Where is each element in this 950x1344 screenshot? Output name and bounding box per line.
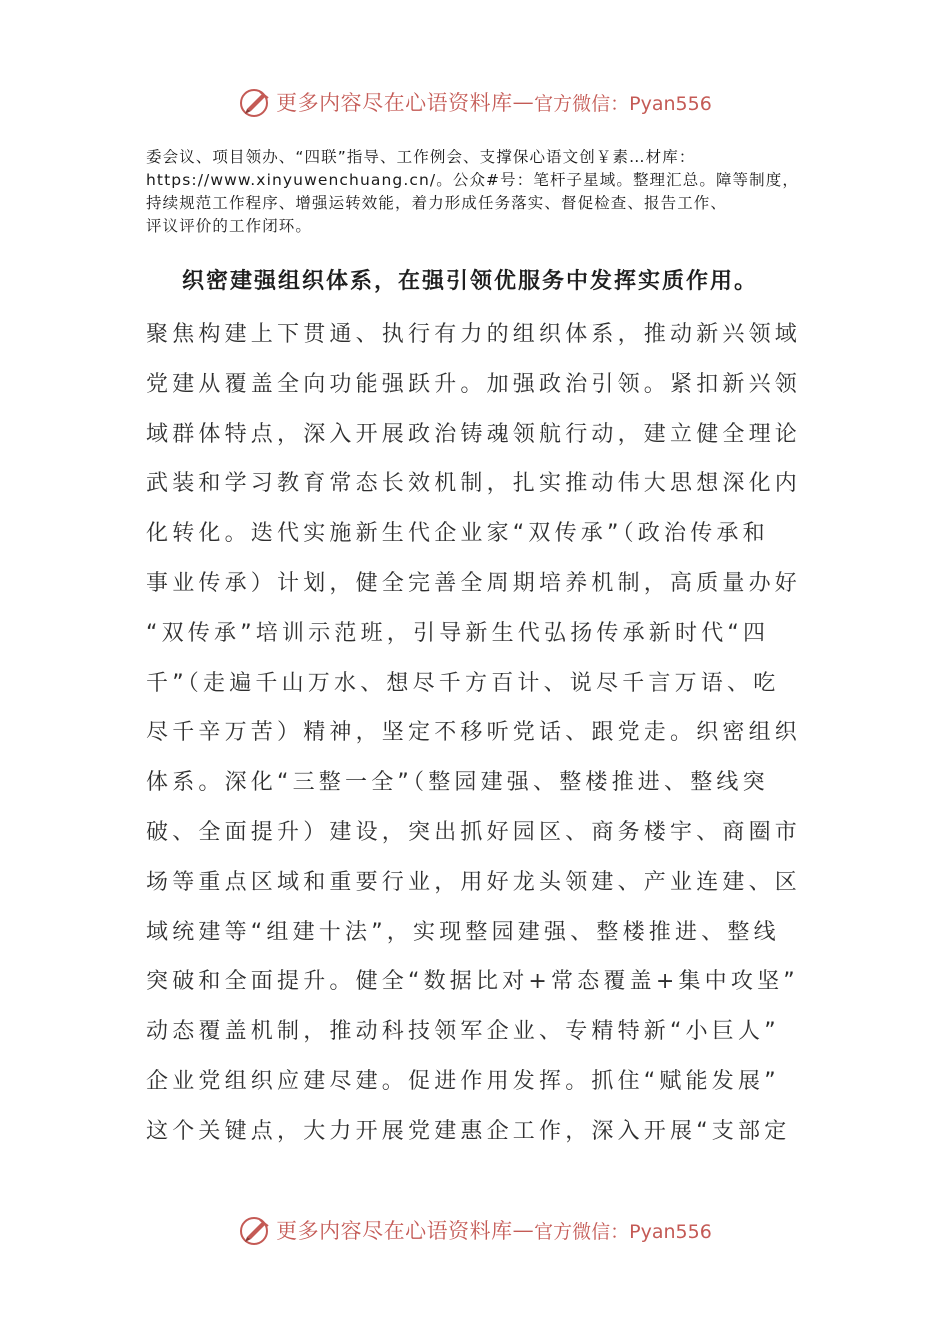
body-line: 党建从覆盖全向功能强跃升。加强政治引领。紧扣新兴领 — [146, 371, 802, 397]
body-line: 化转化。迭代实施新生代企业家“双传承”（政治传承和 — [146, 521, 769, 547]
body-line: 场等重点区域和重要行业，用好龙头领建、产业连建、区 — [146, 869, 802, 895]
body-line: 聚焦构建上下贯通、执行有力的组织体系，推动新兴领域 — [146, 322, 802, 347]
body-line: 域群体特点，深入开展政治铸魂领航行动，建立健全理论 — [146, 421, 802, 447]
body-line: 破、全面提升）建设，突出抓好园区、商务楼宇、商圈市 — [146, 819, 802, 845]
banner-separator: — — [512, 1218, 535, 1242]
body-line: 这个关键点，大力开展党建惠企工作，深入开展“支部定 — [146, 1118, 791, 1144]
body-line: 千”（走遍千山万水、想尽千方百计、说尽千言万语、吃 — [146, 670, 780, 696]
body-line: 企业党组织应建尽建。促进作用发挥。抓住“赋能发展” — [146, 1068, 780, 1094]
preceding-paragraph — [146, 146, 826, 238]
body-line: 事业传承）计划，健全完善全周期培养机制，高质量办好 — [146, 570, 802, 596]
body-line: 突破和全面提升。健全“数据比对+常态覆盖+集中攻坚” — [146, 969, 799, 995]
note-line: 委会议、项目领办、“四联”指导、工作例会、支撑保心语文创￥素…材库： — [146, 148, 696, 166]
body-line: 动态覆盖机制，推动科技领军企业、专精特新“小巨人” — [146, 1019, 780, 1045]
banner-contact: 官方微信：Pyan556 — [534, 92, 712, 115]
note-line: https://www.xinyuwenchuang.cn/。公众#号：笔杆子星域。整理汇总。障等制度， — [146, 171, 799, 189]
body-line: 尽千辛万苦）精神，坚定不移听党话、跟党走。织密组织 — [146, 720, 802, 746]
body-line: “双传承”培训示范班，引导新生代弘扬传承新时代“四 — [146, 620, 770, 646]
body-line: 域统建等“组建十法”，实现整园建强、整楼推进、整线 — [146, 919, 780, 945]
banner-brand: 更多内容尽在心语资料库 — [276, 1219, 513, 1243]
pen-logo-icon — [238, 1213, 272, 1247]
footer-banner — [0, 1210, 950, 1250]
body-line: 体系。深化“三整一全”（整园建强、整楼推进、整线突 — [146, 770, 769, 796]
body-line: 武装和学习教育常态长效机制，扎实推动伟大思想深化内 — [146, 471, 802, 497]
body-paragraph — [146, 310, 826, 1157]
banner-separator: — — [512, 90, 535, 114]
section-heading: 织密建强组织体系，在强引领优服务中发挥实质作用。 — [182, 269, 759, 294]
banner-brand: 更多内容尽在心语资料库 — [276, 91, 513, 115]
pen-logo-icon — [238, 85, 272, 119]
note-line: 持续规范工作程序、增强运转效能，着力形成任务落实、督促检查、报告工作、 — [146, 194, 728, 212]
header-banner — [0, 82, 950, 122]
note-line: 评议评价的工作闭环。 — [146, 217, 313, 235]
banner-contact: 官方微信：Pyan556 — [534, 1220, 712, 1243]
